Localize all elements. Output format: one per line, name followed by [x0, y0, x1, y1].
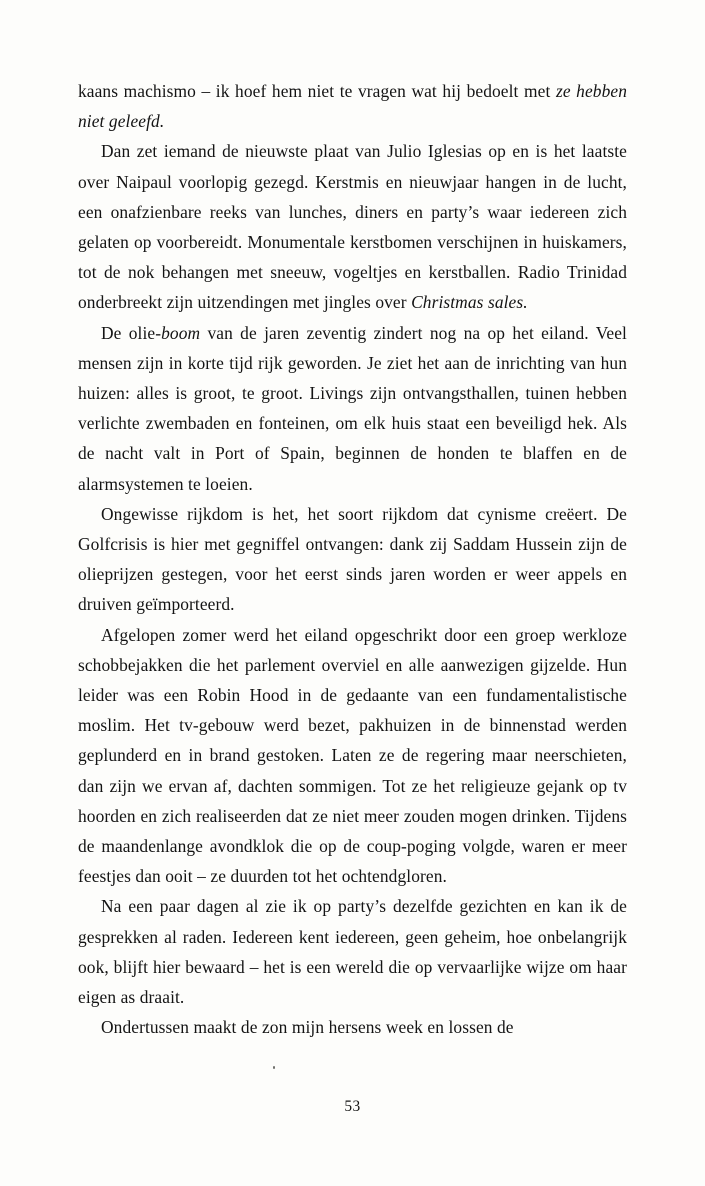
para-julio-iglesias: [78, 136, 627, 317]
para-julio-iglesias-run-0: Dan zet iemand de nieuwste plaat van Julio Iglesias op en is het laatste over Naipaul voorlopig gezegd. Kerstmis en nieuwjaar hangen in de lucht, een onafzienbare reeks van lunches, diners en party’s waar iedereen zich gelaten op voorbereidt. Monumentale kerstbomen verschijnen in huiskamers, tot de nok behangen met sneeuw, vogeltjes en kerstballen. Radio Trinidad onderbreekt zijn uitzendingen met jingles over: [78, 141, 627, 313]
para-na-een-paar-dagen: [78, 891, 627, 1012]
para-continuation-run-1: ze hebben niet geleefd.: [78, 81, 627, 132]
para-julio-iglesias-run-1: Christmas sales.: [411, 292, 528, 313]
para-continuation: [78, 76, 627, 136]
para-ondertussen: [78, 1012, 627, 1042]
para-olieboom-run-0: De olie-: [101, 322, 162, 343]
para-continuation-run-0: kaans machismo – ik hoef hem niet te vragen wat hij bedoelt met: [78, 81, 556, 101]
body-text: [78, 76, 627, 1043]
para-afgelopen-zomer-run-0: Afgelopen zomer werd het eiland opgeschrikt door een groep werkloze schobbejakken die het parlement overviel en alle aanwezigen gijzelde. Hun leider was een Robin Hood in de gedaante van een fundamentalistische moslim. Het tv-gebouw werd bezet, pakhuizen in de binnenstad werden geplunderd en in brand gestoken. Laten ze de regering maar neerschieten, dan zijn we ervan af, dachten sommigen. Tot ze het religieuze gejank op tv hoorden en zich realiseerden dat ze niet meer zouden mogen drinken. Tijdens de maandenlange avondklok die op de coup-poging volgde, waren er meer feestjes dan ooit – ze duurden tot het ochtendgloren.: [78, 624, 627, 887]
page-number: 53: [344, 1098, 361, 1115]
para-ongewisse-rijkdom-run-0: Ongewisse rijkdom is het, het soort rijkdom dat cynisme creëert. De Golfcrisis is hier met gegniffel ontvangen: dank zij Saddam Hussein zijn de olieprijzen gestegen, voor het eerst sinds jaren worden er weer appels en druiven geïmporteerd.: [78, 503, 627, 615]
para-afgelopen-zomer: [78, 620, 627, 892]
ink-speck-mark: [273, 1066, 275, 1069]
para-ongewisse-rijkdom: [78, 499, 627, 620]
para-olieboom-run-1: boom: [161, 322, 201, 343]
para-ondertussen-run-0: Ondertussen maakt de zon mijn hersens week en lossen de: [101, 1017, 514, 1038]
para-olieboom: [78, 318, 627, 499]
para-na-een-paar-dagen-run-0: Na een paar dagen al zie ik op party’s dezelfde gezichten en kan ik de gesprekken al raden. Iedereen kent iedereen, geen geheim, hoe onbelangrijk ook, blijft hier bewaard – het is een wereld die op vervaarlijke wijze om haar eigen as draait.: [78, 896, 627, 1008]
para-olieboom-run-2: van de jaren zeventig zindert nog na op het eiland. Veel mensen zijn in korte tijd rijk geworden. Je ziet het aan de inrichting van hun huizen: alles is groot, te groot. Livings zijn ontvangsthallen, tuinen hebben verlichte zwembaden en fonteinen, om elk huis staat een beveiligd hek. Als de nacht valt in Port of Spain, beginnen de honden te blaffen en de alarmsystemen te loeien.: [78, 322, 627, 494]
